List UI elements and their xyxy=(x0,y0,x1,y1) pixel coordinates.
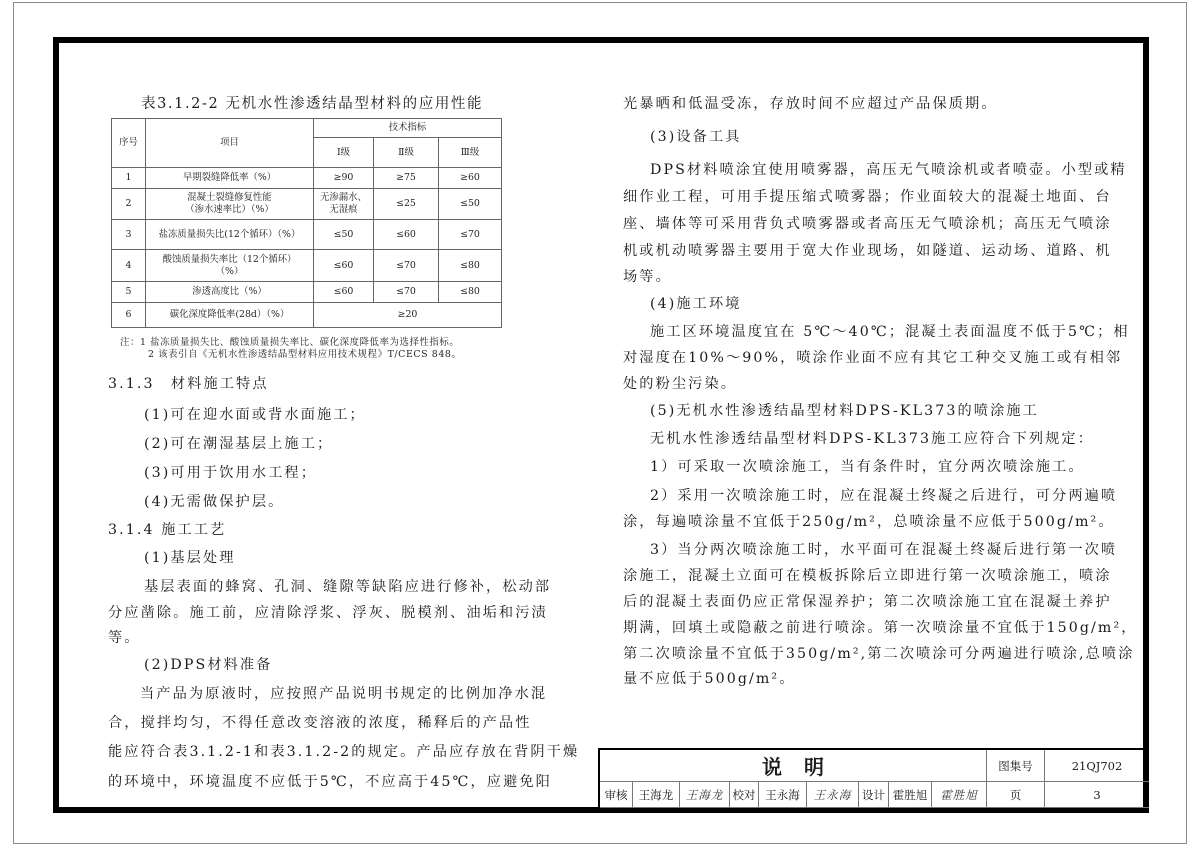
row-index: 1 xyxy=(112,168,146,189)
subheading-environment: (4)施工环境 xyxy=(650,296,742,312)
row-grade-1 xyxy=(314,189,374,220)
paragraph-line: 光暴晒和低温受冻，存放时间不应超过产品保质期。 xyxy=(623,96,998,112)
row-grade-1-line2: 无湿痕 xyxy=(329,204,358,215)
table-note-1: 注：1 盐冻质量损失比、酸蚀质量损失率比、碳化深度降低率为选择性指标。 xyxy=(120,337,460,348)
table-row xyxy=(112,220,502,250)
review-label: 审核 xyxy=(600,782,633,808)
header-item: 项目 xyxy=(146,119,314,168)
table-note-2: 2 该表引自《无机水性渗透结晶型材料应用技术规程》T/CECS 848。 xyxy=(148,349,462,360)
row-grade-3: ≤80 xyxy=(439,282,502,303)
paragraph-line: 无机水性渗透结晶型材料DPS-KL373施工应符合下列规定： xyxy=(650,431,1094,447)
table-row xyxy=(112,168,502,189)
title-block xyxy=(598,748,1149,812)
subheading-spray-construction: (5)无机水性渗透结晶型材料DPS-KL373的喷涂施工 xyxy=(650,403,1039,419)
list-item: (4)无需做保护层。 xyxy=(144,494,285,510)
list-item: 3）当分两次喷涂施工时，水平面可在混凝土终凝后进行第一次喷 xyxy=(650,542,1118,558)
header-tech-index: 技术指标 xyxy=(314,119,502,138)
section-heading-3-1-3: 3.1.3 材料施工特点 xyxy=(108,376,269,392)
paragraph-line: 期满，回填土或隐蔽之前进行喷涂。第一次喷涂量不宜低于150g/m²， xyxy=(623,620,1138,636)
subheading-equipment: (3)设备工具 xyxy=(650,129,742,145)
row-grade-3: ≤50 xyxy=(439,189,502,220)
row-item: 碳化深度降低率(28d）（%） xyxy=(146,303,314,328)
paragraph-line: 对湿度在10%～90%，喷涂作业面不应有其它工种交叉施工或有相邻 xyxy=(623,350,1123,366)
paragraph-line: 第二次喷涂量不宜低于350g/m²,第二次喷涂可分两遍进行喷涂,总喷涂 xyxy=(623,646,1135,662)
paragraph-line: 涂施工，混凝土立面可在模板拆除后立即进行第一次喷涂施工，喷涂 xyxy=(623,568,1112,584)
paragraph-line: 处的粉尘污染。 xyxy=(623,376,738,392)
list-item: 1）可采取一次喷涂施工，当有条件时，宜分两次喷涂施工。 xyxy=(650,459,1085,475)
paragraph-line: 量不应低于500g/m²。 xyxy=(623,671,796,687)
table-row xyxy=(112,250,502,282)
row-index: 2 xyxy=(112,189,146,220)
check-label: 校对 xyxy=(730,782,759,808)
paragraph-line: 的环境中，环境温度不应低于5℃，不应高于45℃，应避免阳 xyxy=(108,774,552,790)
paragraph-line: 后的混凝土表面仍应正常保湿养护；第二次喷涂施工宜在混凝土养护 xyxy=(623,594,1112,610)
page-number: 3 xyxy=(1045,782,1149,808)
checker-signature: 王永海 xyxy=(807,782,859,808)
row-item-line2: （渗水速率比）（%） xyxy=(185,204,274,215)
row-index: 4 xyxy=(112,250,146,282)
performance-table xyxy=(111,118,502,328)
paragraph-line: 涂，每遍喷涂量不宜低于250g/m²，总喷涂量不应低于500g/m²。 xyxy=(623,514,1115,530)
row-item xyxy=(146,189,314,220)
row-grade-2: ≤25 xyxy=(374,189,439,220)
reviewer-signature: 王海龙 xyxy=(680,782,730,808)
paragraph-line: 施工区环境温度宜在 5℃～40℃；混凝土表面温度不低于5℃；相 xyxy=(650,324,1130,340)
checker-name: 王永海 xyxy=(759,782,807,808)
reviewer-name: 王海龙 xyxy=(633,782,680,808)
row-grade-1: ≤50 xyxy=(314,220,374,250)
paragraph-line: DPS材料喷涂宜使用喷雾器，高压无气喷涂机或者喷壶。小型或精 xyxy=(650,162,1127,178)
paragraph-line: 分应凿除。施工前，应清除浮浆、浮灰、脱模剂、油垢和污渍 xyxy=(108,605,548,621)
row-item-line1: 混凝土裂缝修复性能 xyxy=(187,192,272,203)
table-row xyxy=(112,282,502,303)
design-label: 设计 xyxy=(859,782,889,808)
row-index: 6 xyxy=(112,303,146,328)
header-grade-1: Ⅰ级 xyxy=(314,138,374,168)
row-grade-1: ≤60 xyxy=(314,282,374,303)
row-item: 盐冻质量损失比(12个循环）（%） xyxy=(146,220,314,250)
paragraph-line: 合，搅拌均匀，不得任意改变溶液的浓度，稀释后的产品性 xyxy=(108,715,532,731)
row-grade-2: ≤70 xyxy=(374,282,439,303)
atlas-number-label: 图集号 xyxy=(987,750,1045,782)
atlas-number: 21QJ702 xyxy=(1045,750,1149,782)
paragraph-line: 能应符合表3.1.2-1和表3.1.2-2的规定。产品应存放在背阴干燥 xyxy=(108,744,580,760)
header-grade-3: Ⅲ级 xyxy=(439,138,502,168)
paragraph-line: 基层表面的蜂窝、孔洞、缝隙等缺陷应进行修补，松动部 xyxy=(144,579,552,595)
paragraph-line: 等。 xyxy=(108,630,141,646)
row-grade-2: ≤60 xyxy=(374,220,439,250)
table-row xyxy=(112,189,502,220)
designer-name: 霍胜旭 xyxy=(889,782,932,808)
row-item: 渗透高度比（%） xyxy=(146,282,314,303)
list-item: (2)可在潮湿基层上施工； xyxy=(144,436,334,452)
row-item: 早期裂缝降低率（%） xyxy=(146,168,314,189)
paragraph-line: 场等。 xyxy=(623,269,672,285)
row-grade-1-line1: 无渗漏水、 xyxy=(320,192,367,203)
table-title: 表3.1.2-2 无机水性渗透结晶型材料的应用性能 xyxy=(141,96,484,112)
paragraph-line: 机或机动喷雾器主要用于宽大作业现场，如隧道、运动场、道路、机 xyxy=(623,243,1112,259)
row-grade-1: ≥90 xyxy=(314,168,374,189)
section-heading-3-1-4: 3.1.4 施工工艺 xyxy=(108,522,227,538)
row-item-line2: （%） xyxy=(215,265,244,277)
paragraph-line: 细作业工程，可用手提压缩式喷雾器；作业面较大的混凝土地面、台 xyxy=(623,189,1112,205)
page-label: 页 xyxy=(987,782,1045,808)
list-item: (3)可用于饮用水工程； xyxy=(144,465,317,481)
row-item xyxy=(146,250,314,282)
table-row xyxy=(112,303,502,328)
row-grade-1: ≤60 xyxy=(314,250,374,282)
list-item: (1)可在迎水面或背水面施工； xyxy=(144,407,366,423)
header-index: 序号 xyxy=(112,119,146,168)
designer-signature: 霍胜旭 xyxy=(932,782,987,808)
paragraph-line: 座、墙体等可采用背负式喷雾器或者高压无气喷涂机；高压无气喷涂 xyxy=(623,216,1112,232)
row-merged-value: ≥20 xyxy=(314,303,502,328)
subheading-material-prep: (2)DPS材料准备 xyxy=(144,657,273,673)
row-grade-3: ≥60 xyxy=(439,168,502,189)
list-item: 2）采用一次喷涂施工时，应在混凝土终凝之后进行，可分两遍喷 xyxy=(650,488,1118,504)
row-grade-3: ≤70 xyxy=(439,220,502,250)
row-grade-2: ≤70 xyxy=(374,250,439,282)
row-grade-2: ≥75 xyxy=(374,168,439,189)
row-index: 5 xyxy=(112,282,146,303)
row-item-line1: 酸蚀质量损失率比（12个循环） xyxy=(162,253,297,265)
subheading-base-treatment: (1)基层处理 xyxy=(144,550,236,566)
header-grade-2: Ⅱ级 xyxy=(374,138,439,168)
row-grade-3: ≤80 xyxy=(439,250,502,282)
title-block-heading: 说明 xyxy=(600,750,987,782)
row-index: 3 xyxy=(112,220,146,250)
paragraph-line: 当产品为原液时，应按照产品说明书规定的比例加净水混 xyxy=(140,686,548,702)
